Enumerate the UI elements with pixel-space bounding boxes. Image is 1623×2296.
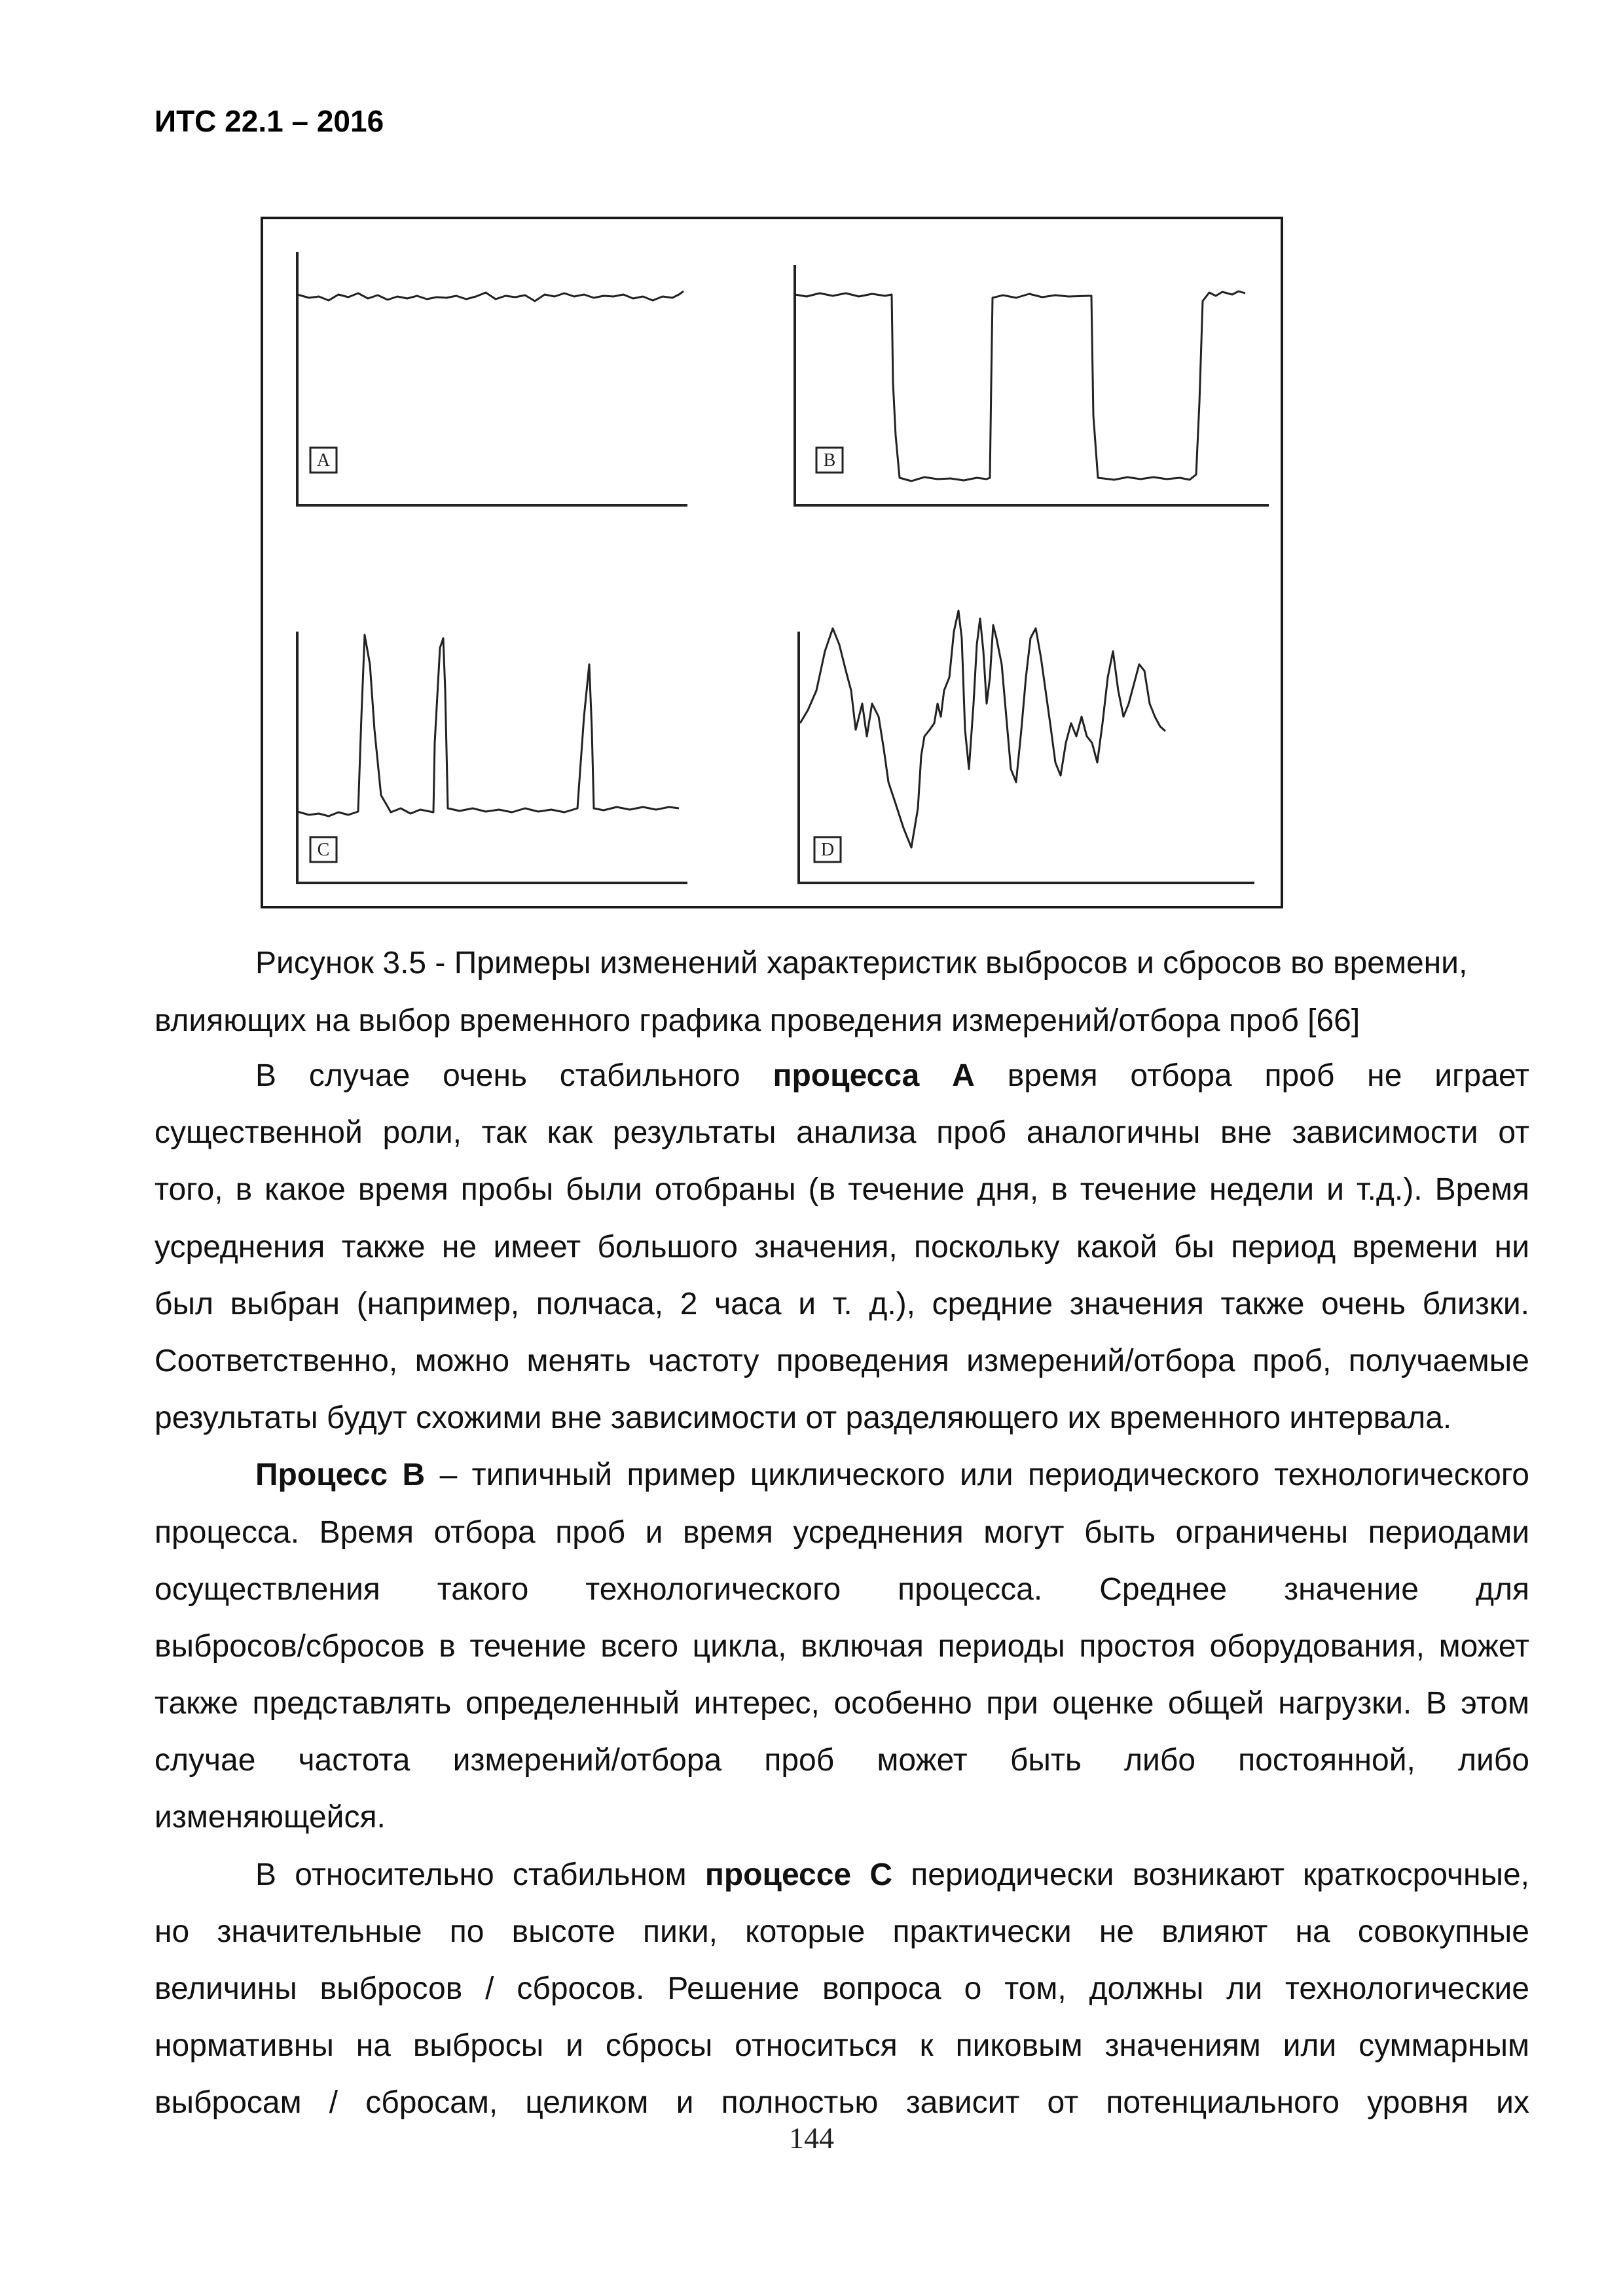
figure-panels [263,219,1281,906]
panel-b [795,265,1269,505]
text-run: время отбора проб не играет [974,1058,1530,1093]
figure-frame [261,217,1283,908]
paragraph-process-a [155,1047,1529,1446]
text-line: был выбран (например, полчаса, 2 часа и т. д.), средние значения также очень близки. [155,1286,1529,1321]
document-header: ИТС 22.1 – 2016 [155,104,384,138]
bold-term: процессе С [704,1857,893,1892]
panel-d-label: D [820,840,835,860]
text-run: – типичный пример циклического или периодического технологического [425,1458,1529,1493]
text-run: В относительно стабильном [255,1857,705,1892]
panel-c-label: C [317,840,330,860]
text-line: Соответственно, можно менять частоту проведения измерений/отбора проб, получаемые [155,1343,1529,1378]
bold-term: процесса А [773,1058,975,1093]
panel-a [297,252,687,505]
text-line: случае частота измерений/отбора проб может быть либо постоянной, либо [155,1743,1529,1778]
paragraph-process-b [155,1446,1529,1846]
panel-a-axes [297,252,687,505]
text-line: осуществления такого технологического процесса. Среднее значение для [155,1571,1529,1607]
text-line [155,1047,1529,1104]
text-line: процесса. Время отбора проб и время усреднения могут быть ограничены периодами [155,1515,1529,1550]
panel-d-trace [800,611,1165,848]
text-line: величины выбросов / сбросов. Решение вопроса о том, должны ли технологические [155,1971,1529,2006]
text-line: нормативны на выбросы и сбросы относиться к пиковым значениям или суммарным [155,2028,1529,2064]
panel-c-trace [297,635,679,816]
bold-term: Процесс В [255,1458,426,1493]
page-number: 144 [789,2121,834,2155]
text-line [155,1846,1529,1903]
text-run: периодически возникают краткосрочные, [892,1857,1529,1892]
text-run: В случае очень стабильного [255,1058,773,1093]
panel-a-trace [297,291,684,301]
panel-c-axes [297,632,687,883]
text-line: также представлять определенный интерес, особенно при оценке общей нагрузки. В этом [155,1686,1529,1721]
panel-b-trace [795,291,1245,481]
caption-line-1: Рисунок 3.5 - Примеры изменений характеристик выбросов и сбросов во времени, [255,946,1468,980]
text-line: существенной роли, так как результаты анализа проб аналогичны вне зависимости от [155,1115,1529,1151]
text-line: того, в какое время пробы были отобраны (в течение дня, в течение недели и т.д.). Время [155,1172,1529,1208]
text-line: выбросам / сбросам, целиком и полностью зависит от потенциального уровня их [155,2085,1529,2121]
caption-line-2: влияющих на выбор временного графика проведения измерений/отбора проб [66] [155,1003,1360,1038]
panel-b-label: B [823,450,836,471]
body-text [155,1047,1529,2132]
text-line: выбросов/сбросов в течение всего цикла, включая периоды простоя оборудования, может [155,1628,1529,1664]
paragraph-process-c [155,1846,1529,2132]
panel-c [297,632,687,883]
text-line: результаты будут схожими вне зависимости от разделяющего их временного интервала. [155,1401,1452,1436]
panel-d [799,611,1254,883]
panel-b-axes [795,265,1269,505]
text-line [155,1446,1529,1503]
text-line: усреднения также не имеет большого значения, поскольку какой бы период времени ни [155,1229,1529,1265]
panel-a-label: A [316,450,331,471]
text-line: но значительные по высоте пики, которые практически не влияют на совокупные [155,1914,1529,1949]
text-line: изменяющейся. [155,1800,386,1835]
figure-caption [155,935,1529,1050]
